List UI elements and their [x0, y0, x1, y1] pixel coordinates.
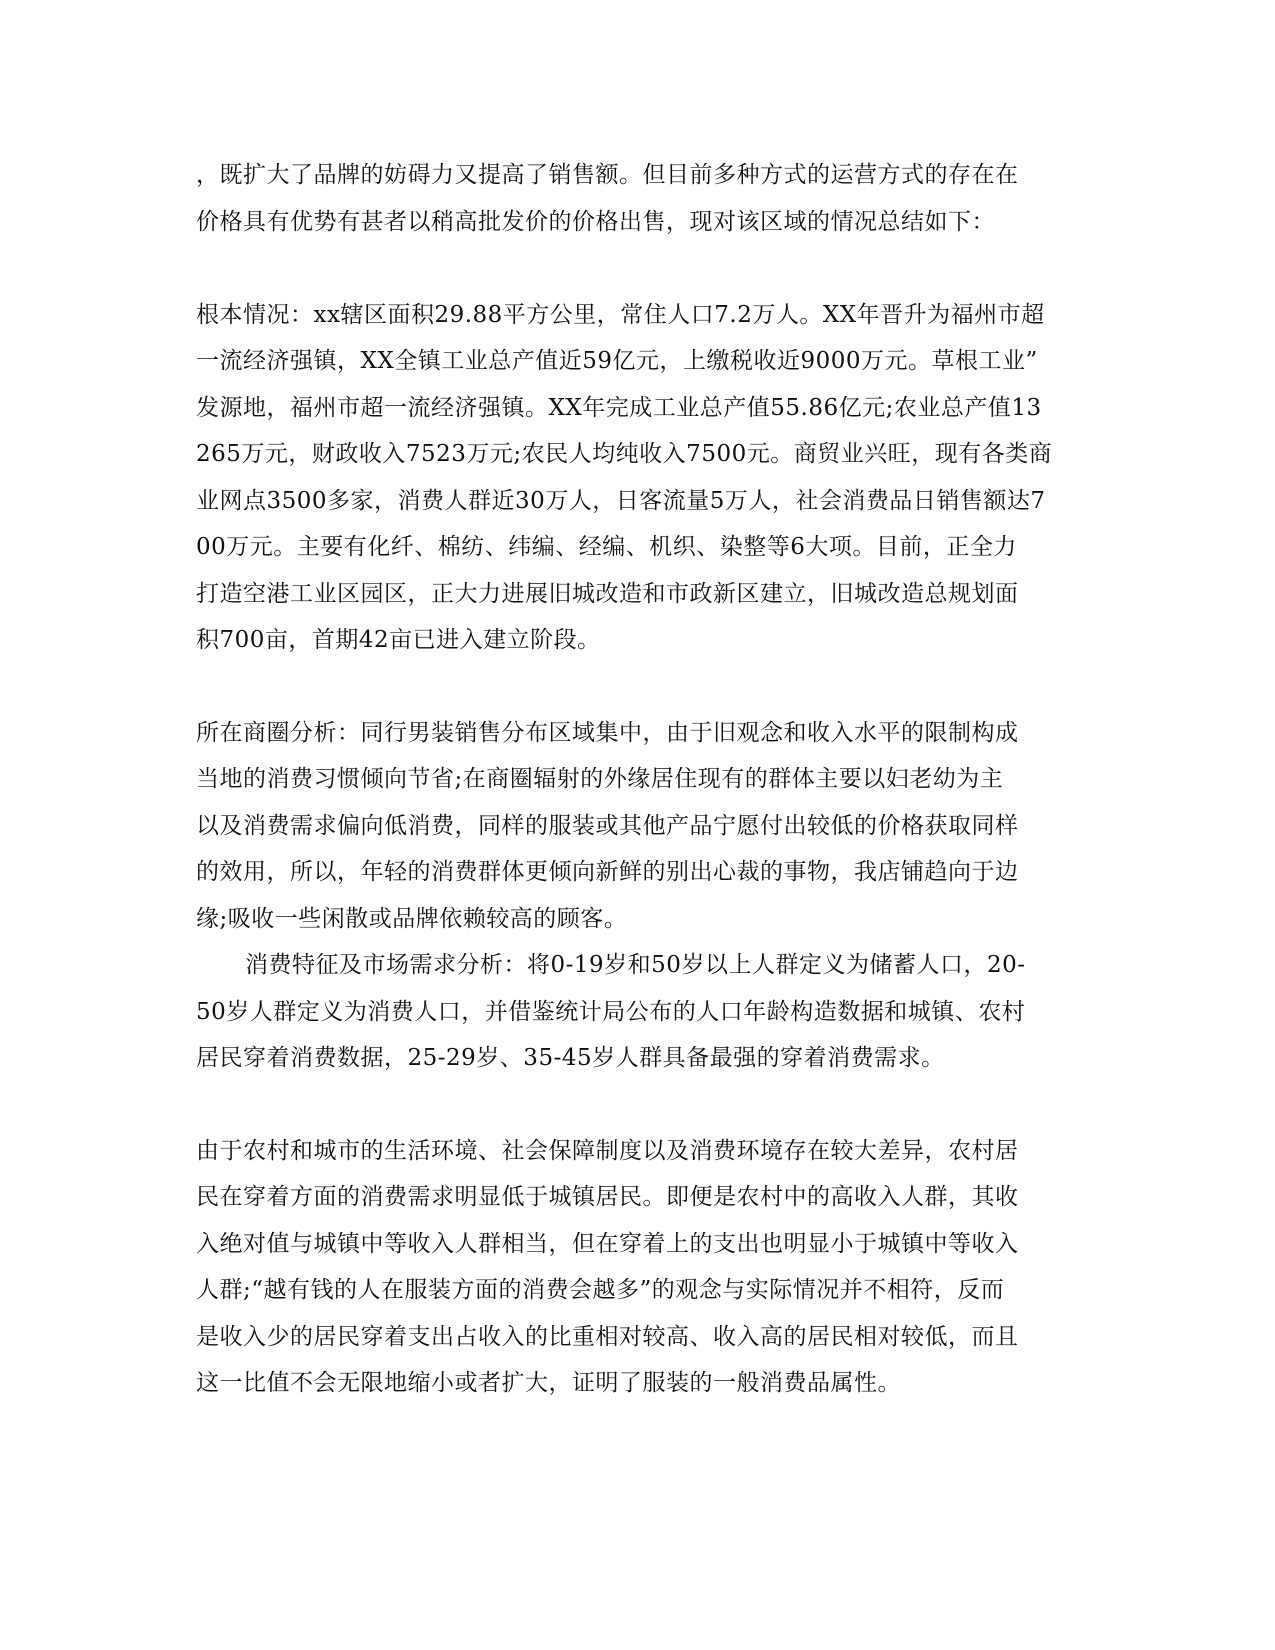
text-line: 消费特征及市场需求分析：将0-19岁和50岁以上人群定义为储蓄人口，20- — [245, 952, 1026, 978]
text-line: 一流经济强镇，XX全镇工业总产值近59亿元，上缴税收近9000万元。草根工业” — [196, 348, 1038, 374]
text-line: 业网点3500多家，消费人群近30万人，日客流量5万人，社会消费品日销售额达7 — [196, 488, 1046, 514]
text-line: 265万元，财政收入7523万元;农民人均纯收入7500元。商贸业兴旺，现有各类商 — [196, 441, 1053, 467]
text-line: 以及消费需求偏向低消费，同样的服装或其他产品宁愿付出较低的价格获取同样 — [196, 813, 1019, 839]
text-line: 根本情况：xx辖区面积29.88平方公里，常住人口7.2万人。XX年晋升为福州市超 — [196, 302, 1045, 328]
text-line: 居民穿着消费数据，25-29岁、35-45岁人群具备最强的穿着消费需求。 — [196, 1045, 945, 1071]
text-line: 50岁人群定义为消费人口，并借鉴统计局公布的人口年龄构造数据和城镇、农村 — [196, 999, 1026, 1025]
text-line: 积700亩，首期42亩已进入建立阶段。 — [196, 627, 601, 653]
text-line: 所在商圈分析：同行男装销售分布区域集中，由于旧观念和收入水平的限制构成 — [196, 720, 1019, 746]
text-line: 是收入少的居民穿着支出占收入的比重相对较高、收入高的居民相对较低，而且 — [196, 1324, 1019, 1350]
text-line: 价格具有优势有甚者以稍高批发价的价格出售，现对该区域的情况总结如下： — [196, 209, 995, 235]
text-line: 缘;吸收一些闲散或品牌依赖较高的顾客。 — [196, 906, 628, 932]
text-line: 的效用，所以，年轻的消费群体更倾向新鲜的别出心裁的事物，我店铺趋向于边 — [196, 859, 1019, 885]
text-line: 人群;“越有钱的人在服装方面的消费会越多”的观念与实际情况并不相符，反而 — [196, 1277, 1005, 1303]
text-line: 打造空港工业区园区，正大力进展旧城改造和市政新区建立，旧城改造总规划面 — [196, 581, 1019, 607]
text-line: ，既扩大了品牌的妨碍力又提高了销售额。但目前多种方式的运营方式的存在在 — [196, 162, 1019, 188]
text-line: 当地的消费习惯倾向节省;在商圈辐射的外缘居住现有的群体主要以妇老幼为主 — [196, 766, 1004, 792]
text-line: 由于农村和城市的生活环境、社会保障制度以及消费环境存在较大差异，农村居 — [196, 1138, 1019, 1164]
text-line: 这一比值不会无限地缩小或者扩大，证明了服装的一般消费品属性。 — [196, 1370, 901, 1396]
text-line: 入绝对值与城镇中等收入人群相当，但在穿着上的支出也明显小于城镇中等收入 — [196, 1231, 1019, 1257]
text-line: 民在穿着方面的消费需求明显低于城镇居民。即便是农村中的高收入人群，其收 — [196, 1184, 1019, 1210]
text-line: 发源地，福州市超一流经济强镇。XX年完成工业总产值55.86亿元;农业总产值13 — [196, 395, 1042, 421]
text-line: 00万元。主要有化纤、棉纺、纬编、经编、机织、染整等6大项。目前，正全力 — [196, 534, 1017, 560]
